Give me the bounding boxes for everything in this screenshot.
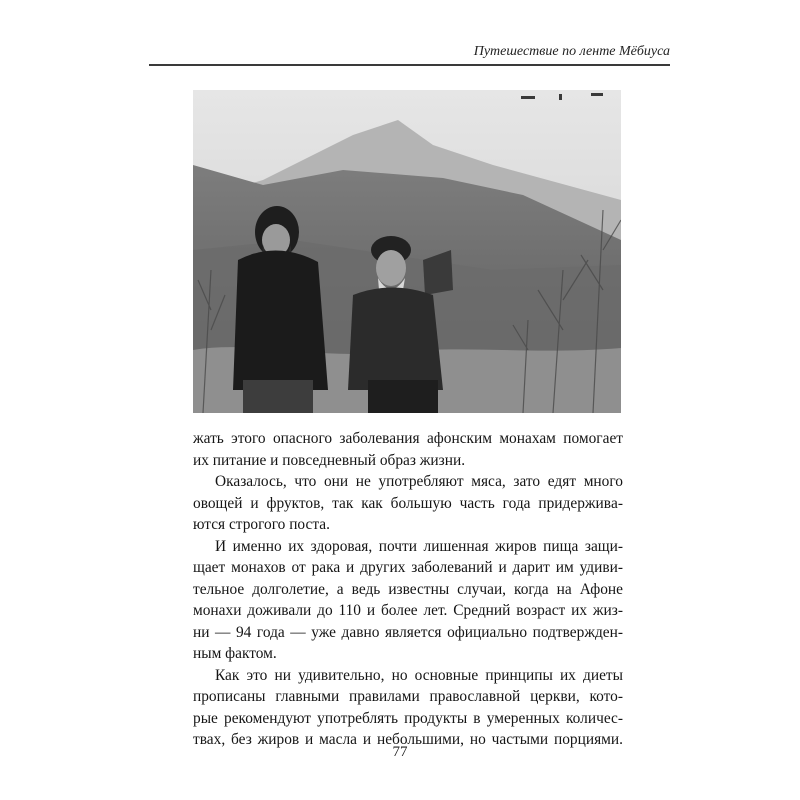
photo-illustration — [193, 90, 621, 413]
text-line: щает монахов от рака и других заболеваний и дарит им удиви- — [193, 559, 623, 576]
text-line: Как это ни удивительно, но основные принципы их диеты — [215, 666, 623, 684]
text-line: рые рекомендуют употреблять продукты в умеренных количес- — [193, 709, 623, 727]
text-line: ным фактом. — [193, 645, 277, 662]
text-line: тельное долголетие, а ведь известны случаи, когда на Афоне — [193, 580, 623, 598]
monks-photo — [193, 90, 621, 413]
text-line: твах, без жиров и масла и небольшими, но частыми порциями. — [193, 731, 623, 748]
page-number: 77 — [392, 744, 408, 760]
text-line: Оказалось, что они не употребляют мяса, зато едят много — [215, 473, 623, 490]
header-rule — [149, 64, 670, 66]
body-text — [193, 428, 623, 751]
text-line: монахи доживали до 110 и более лет. Средний возраст их жиз- — [193, 602, 623, 619]
text-line: И именно их здоровая, почти лишенная жиров пища защи- — [215, 537, 623, 555]
text-line: ются строгого поста. — [193, 516, 330, 533]
text-line: их питание и повседневный образ жизни. — [193, 451, 466, 469]
running-head: Путешествие по ленте Мёбиуса — [473, 44, 670, 59]
text-line: прописаны главными правилами православной церкви, кото- — [193, 688, 623, 705]
text-line: жать этого опасного заболевания афонским монахам помогает — [193, 430, 623, 447]
text-line: ни — 94 года — уже давно является официально подтвержден- — [193, 623, 623, 641]
text-line: овощей и фруктов, так как большую часть года придерживa- — [193, 494, 623, 512]
